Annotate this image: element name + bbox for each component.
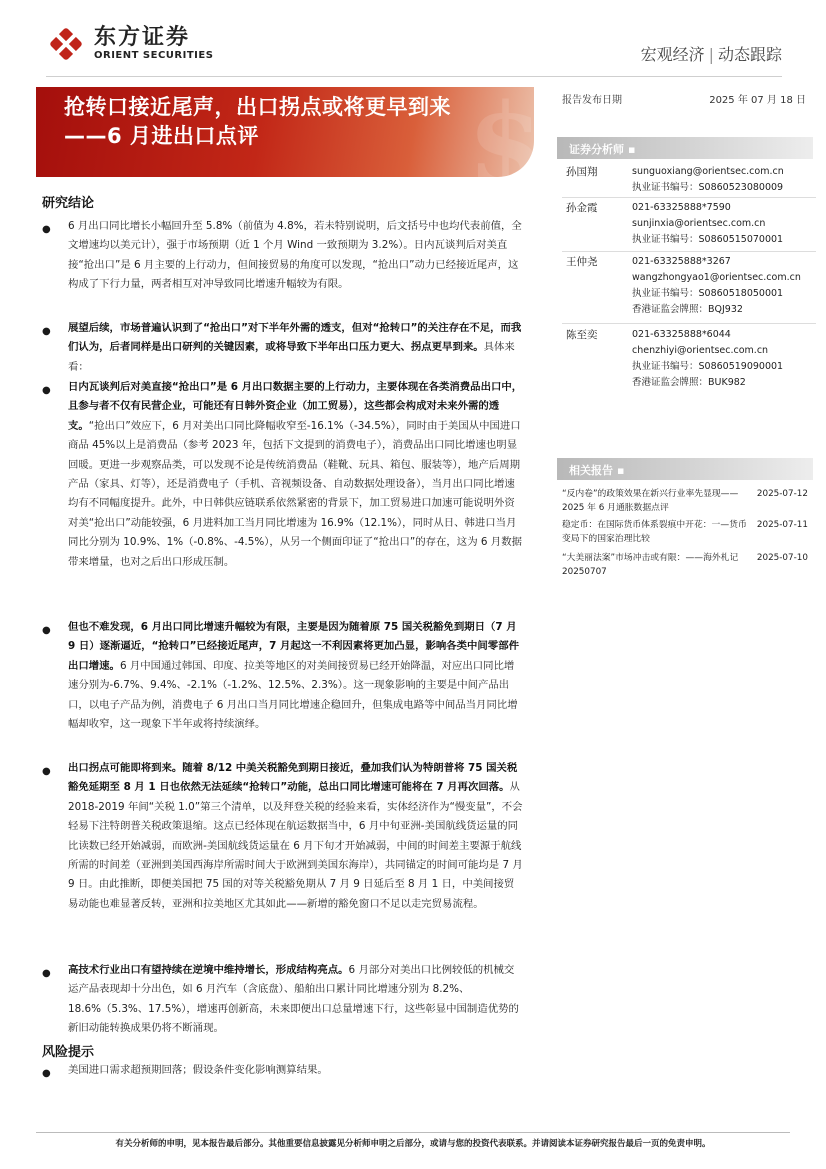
footer-divider: [36, 1132, 790, 1133]
section-heading-conclusion: 研究结论: [42, 196, 95, 211]
analyst-name: 王仲尧: [566, 256, 598, 268]
related-report-title[interactable]: “大美丽法案”市场冲击或有限：——海外札记 20250707: [562, 553, 739, 577]
related-report-title[interactable]: “反内卷”的政策效果在新兴行业率先显现——2025 年 6 月通胀数据点评: [562, 489, 739, 513]
banner-decoration: $: [467, 79, 544, 208]
analyst-license: 执业证书编号：S0860523080009: [632, 182, 784, 193]
category-label: 宏观经济: [640, 45, 705, 64]
company-logo: [46, 24, 213, 64]
analyst-license: 执业证书编号：S0860519090001: [632, 361, 784, 372]
analyst-name: 孙金霞: [566, 202, 598, 214]
paragraph-5-emphasis: 出口拐点可能即将到来。随着 8/12 中美关税豁免到期日接近，叠加我们认为特朗普将 75 国关税豁免延期至 8 月 1 日也依然无法延续“抢转口”动能，总出口同比增速可能将在 7 月再次回落。: [68, 762, 518, 794]
report-category: [641, 42, 782, 65]
paragraph-6-tail: 6 月部分对美出口比例较低的机械交运产品表现却十分出色，如 6 月汽车（含底盘）、船舶出口累计同比增速分别为 8.2%、18.6%（5.3%、17.5%），增速再创新高，未来即便出口总量增速下行，这些彰显中国制造优势的新旧动能转换成果仍将不断涌现。: [68, 964, 519, 1035]
paragraph-3: [68, 378, 523, 572]
title-line-2: ——6 月进出口点评: [64, 124, 259, 148]
header-dots-icon: ▪: [628, 143, 637, 156]
analyst-license: 执业证书编号：S0860515070001: [632, 234, 784, 245]
paragraph-3-emphasis: 日内瓦谈判后对美直接“抢出口”是 6 月出口数据主要的上行动力，主要体现在各类消费品出口中，且参与者不仅有民营企业，可能还有日韩外资企业（加工贸易），这些都会构成对未来外需的透支。: [68, 381, 523, 432]
paragraph-2-emphasis: 展望后续，市场普遍认识到了“抢出口”对下半年外需的透支，但对“抢转口”的关注存在不足，而我们认为，后者同样是出口研判的关键因素，或将导致下半年出口压力更大、拐点更早到来。: [68, 322, 522, 354]
related-report-date: 2025-07-10: [756, 553, 808, 563]
related-reports-header: [557, 458, 813, 480]
header-divider: [46, 76, 782, 77]
analysts-header-label: 证券分析师: [569, 143, 624, 156]
analyst-email[interactable]: chenzhiyi@orientsec.com.cn: [632, 345, 769, 356]
analyst-divider: [562, 251, 816, 252]
publish-date-label: 报告发布日期: [562, 95, 622, 106]
report-title: [64, 93, 451, 151]
paragraph-5-tail: 从 2018-2019 年间“关税 1.0”第三个清单，以及拜登关税的经验来看，实体经济作为“慢变量”，不会轻易下注特朗普关税政策退缩。这点已经体现在航运数据当中，6 月中旬亚洲-美国航线货运量的同比读数已经开始减弱，而欧洲-美国航线货运量在 6 月下旬才开始减弱，中间的时间差主要源于航线所需的时间差（亚洲到美国西海岸所需时间大于欧洲到美国东海岸），共同锚定的时间可能均是 7 月 9 日。由此推断，即便美国把 75 国的对等关税豁免期从 7 月 9 日延后至 8 月 1 日，中美间接贸易动能也难显著反转，亚洲和拉美地区尤其如此——新增的豁免窗口不足以走完贸易流程。: [68, 781, 523, 910]
analyst-email[interactable]: wangzhongyao1@orientsec.com.cn: [632, 272, 801, 283]
title-line-1: 抢转口接近尾声，出口拐点或将更早到来: [64, 95, 451, 119]
analyst-license: 执业证书编号：S0860518050001: [632, 288, 784, 299]
logo-mark-icon: [46, 24, 86, 64]
related-header-label: 相关报告: [569, 464, 613, 477]
analyst-phone: 021-63325888*7590: [632, 202, 731, 213]
analyst-hk-license: 香港证监会牌照：BUK982: [632, 377, 746, 388]
bullet-icon: ●: [42, 224, 51, 235]
analyst-email[interactable]: sunguoxiang@orientsec.com.cn: [632, 166, 784, 177]
publish-date-value: 2025 年 07 月 18 日: [709, 95, 806, 106]
paragraph-2-tail: 具体来看：: [68, 341, 515, 373]
paragraph-4-tail: 6 月中国通过韩国、印度、拉美等地区的对美间接贸易已经开始降温，对应出口同比增速分别为-6.7%、9.4%、-2.1%（-1.2%、12.5%、2.3%）。这一现象影响的主要是中间产品出口，以电子产品为例，消费电子 6 月出口当月同比增速企稳回升，但集成电路等中间品当月同比增幅却收窄，这一现象下半年或将持续演绎。: [68, 659, 518, 731]
analyst-name: 陈至奕: [566, 329, 598, 341]
analyst-divider: [562, 323, 816, 324]
analyst-divider: [562, 197, 816, 198]
header-dots-icon: ▪: [617, 464, 626, 477]
analyst-hk-license: 香港证监会牌照：BQJ932: [632, 304, 743, 315]
bullet-icon: ●: [42, 385, 51, 396]
related-report-date: 2025-07-12: [756, 489, 808, 499]
footer-disclaimer: 有关分析师的申明，见本报告最后部分。其他重要信息披露见分析师申明之后部分，或请与您的投资代表联系。并请阅读本证券研究报告最后一页的免责申明。: [115, 1139, 711, 1149]
bullet-icon: ●: [42, 1068, 51, 1079]
analyst-email[interactable]: sunjinxia@orientsec.com.cn: [632, 218, 766, 229]
logo-cn-text: 东方证券: [94, 25, 191, 50]
paragraph-4: [68, 618, 523, 734]
logo-en-text: ORIENT SECURITIES: [94, 50, 214, 61]
category-separator: |: [708, 45, 714, 64]
bullet-icon: ●: [42, 766, 51, 777]
analysts-header: [557, 137, 813, 159]
analyst-name: 孙国翔: [566, 166, 598, 178]
paragraph-4-emphasis: 但也不难发现，6 月出口同比增速升幅较为有限，主要是因为随着原 75 国关税豁免到期日（7 月 9 日）逐渐逼近，“抢转口”已经接近尾声，7 月起这一不利因素将更加凸显，影响各类中间零部件出口增速。: [68, 621, 519, 672]
related-report-date: 2025-07-11: [756, 520, 808, 530]
bullet-icon: ●: [42, 326, 51, 337]
paragraph-6-emphasis: 高技术行业出口有望持续在逆境中维持增长，形成结构亮点。: [68, 964, 349, 976]
analyst-phone: 021-63325888*6044: [632, 329, 731, 340]
related-report-title[interactable]: 稳定币：在国际货币体系裂痕中开花：一—货币变局下的国家治理比较: [562, 520, 747, 544]
paragraph-1: 6 月出口同比增长小幅回升至 5.8%（前值为 4.8%，若未特别说明，后文括号中也均代表前值，全文增速均以美元计），强于市场预期（近 1 个月 Wind 一致预期为 3.2%）。日内瓦谈判后对美直接“抢出口”是 6 月主要的上行动力，但间接贸易的角度可以发现，“抢出口”动力已经接近尾声，这构成了下行力量，两者相互对冲导致同比增速升幅较为有限。: [68, 220, 522, 291]
risk-paragraph: 美国进口需求超预期回落；假设条件变化影响测算结果。: [68, 1064, 328, 1076]
paragraph-6: [68, 961, 523, 1039]
section-heading-risk: 风险提示: [42, 1045, 95, 1060]
sub-category-label: 动态跟踪: [717, 45, 782, 64]
paragraph-5: [68, 759, 523, 914]
analyst-phone: 021-63325888*3267: [632, 256, 731, 267]
paragraph-2: [68, 319, 523, 377]
paragraph-3-tail: “抢出口”效应下，6 月对美出口同比降幅收窄至-16.1%（-34.5%），同时由于美国从中国进口商品 45%以上是消费品（参考 2023 年，包括下文提到的消费电子），消费品出口同比增速也明显回暖。更进一步观察品类，可以发现不论是传统消费品（鞋靴、玩具、箱包、服装等），地产后周期产品（家具、灯等），还是消费电子（手机、音视频设备、自动数据处理设备），当月出口同比增速均有不同幅度提升。此外，中日韩供应链联系依然紧密的背景下，加工贸易进口加速可能说明外资对美“抢出口”动能较强，6 月进料加工当月同比增速为 16.9%（12.1%），同时从日、韩进口当月同比分别为 10.9%、1%（-0.8%、-4.5%），从另一个侧面印证了“抢出口”的存在，这为 6 月数据带来增量，也对之后出口形成压制。: [68, 419, 522, 568]
bullet-icon: ●: [42, 625, 51, 636]
bullet-icon: ●: [42, 968, 51, 979]
